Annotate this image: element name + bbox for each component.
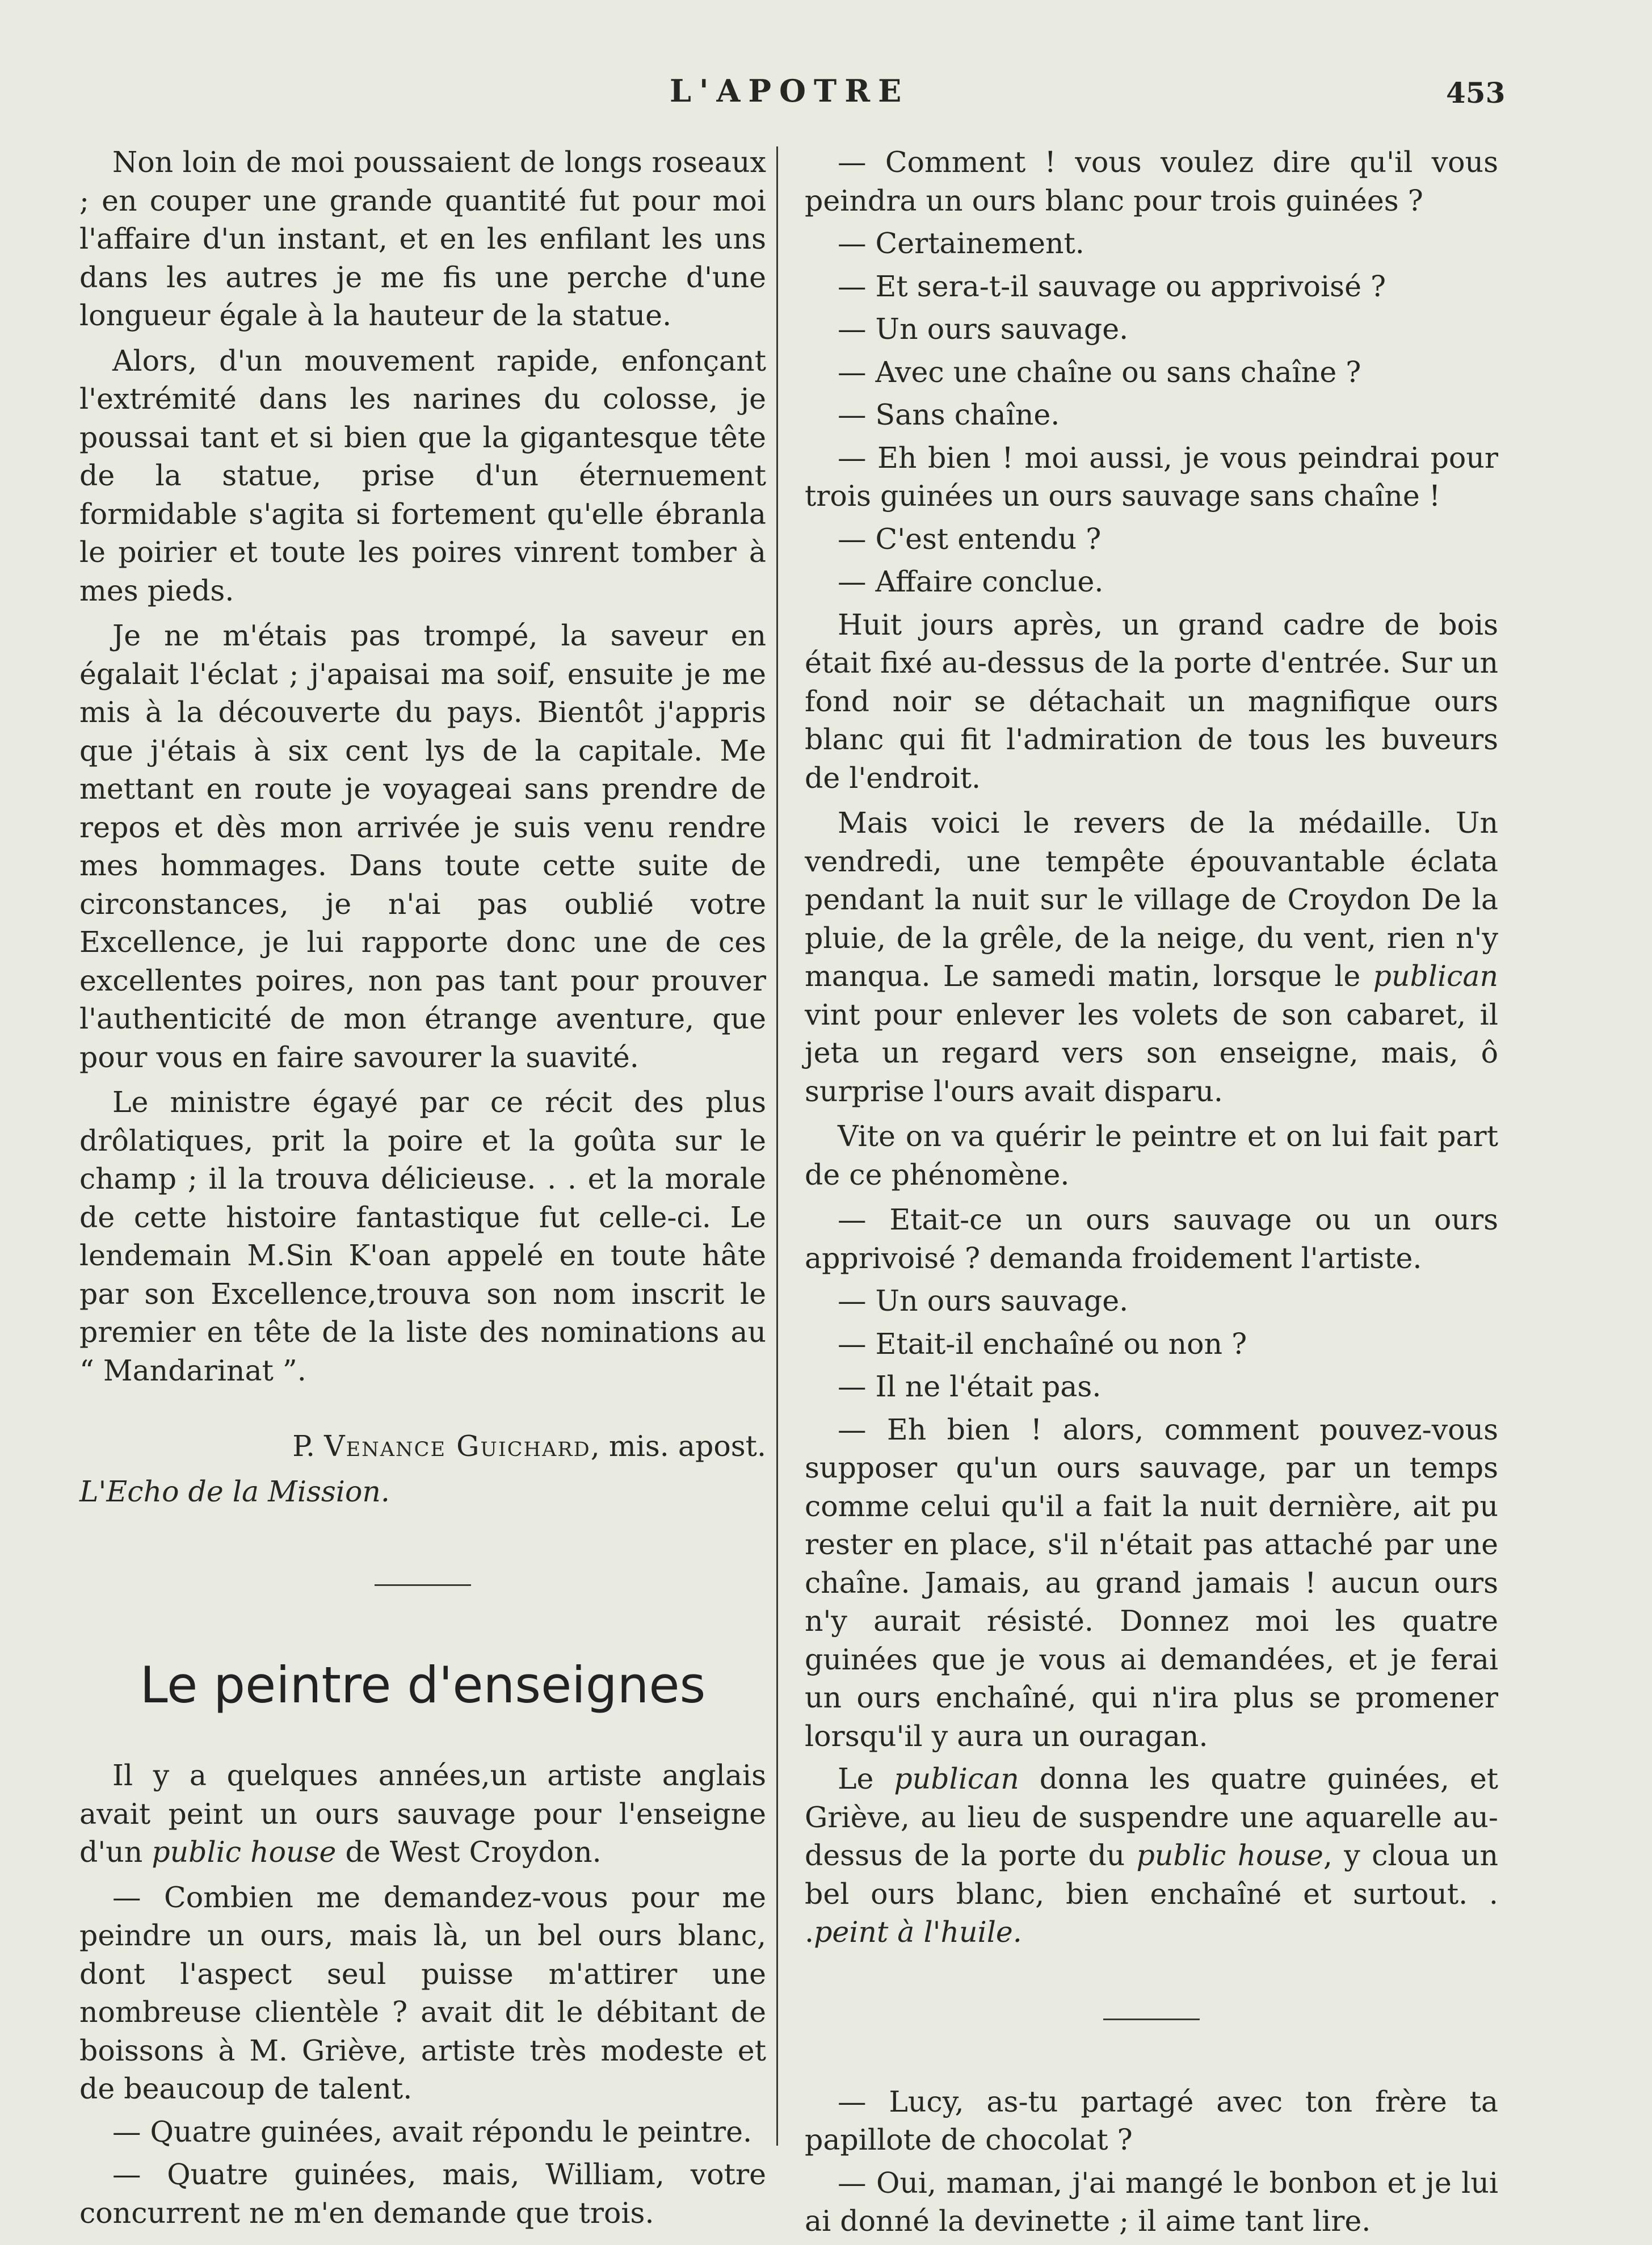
section-title: Le peintre d'enseignes xyxy=(140,1656,706,1714)
text-run: Le xyxy=(838,1762,894,1795)
section-divider xyxy=(375,1584,471,1586)
dialog-line: — Comment ! vous voulez dire qu'il vous peindra un ours blanc pour trois guinées ? xyxy=(805,145,1498,217)
paragraph: Vite on va quérir le peintre et on lui fait part de ce phénomène. xyxy=(805,1119,1498,1191)
text-run: Mais voici le revers de la médaille. Un vendredi, une tempête épouvantable éclata pendant la nuit sur le village de Croydon De la pluie, de la grêle, de la neige, du vent, rien n'y manqua. Le samedi matin, lorsque le xyxy=(805,806,1498,993)
italic-run: peint à l'huile. xyxy=(814,1915,1022,1949)
dialog-line: — Lucy, as-tu partagé avec ton frère ta papillote de chocolat ? xyxy=(805,2084,1498,2156)
page-header xyxy=(0,67,1652,112)
paragraph xyxy=(805,1760,1498,1952)
dialog-line: — Combien me demandez-vous pour me peindre un ours, mais là, un bel ours blanc, dont l'aspect seul puisse m'attirer une nombreuse clientèle ? avait dit le débitant de boissons à M. Griève, artiste très modeste et de beaucoup de talent. xyxy=(79,1880,766,2105)
dialog-line: — Quatre guinées, mais, William, votre concurrent ne m'en demande que trois. xyxy=(79,2158,766,2230)
signature-name: Venance Guichard xyxy=(324,1429,591,1463)
signature-suffix: , mis. apost. xyxy=(590,1429,766,1463)
right-column xyxy=(805,143,1498,2245)
running-title: L'APOTRE xyxy=(670,73,910,109)
dialog-line: — C'est entendu ? xyxy=(838,522,1102,556)
dialog-line: — Etait-ce un ours sauvage ou un ours apprivoisé ? demanda froidement l'artiste. xyxy=(805,1203,1498,1275)
text-run: , y cloua un bel ours blanc, bien enchaîné et surtout. . . xyxy=(805,1839,1498,1949)
text-run: vint pour enlever les volets de son cabaret, il jeta un regard vers son enseigne, mais, ô surprise l'ours avait disparu. xyxy=(805,997,1498,1108)
italic-run: public house xyxy=(152,1835,337,1869)
paragraph: Huit jours après, un grand cadre de bois était fixé au-dessus de la porte d'entrée. Sur un fond noir se détachait un magnifique ours blanc qui fit l'admiration de tous les buveurs de l'endroit. xyxy=(805,607,1498,795)
dialog-line: — Avec une chaîne ou sans chaîne ? xyxy=(838,355,1361,389)
dialog-line: — Un ours sauvage. xyxy=(838,1284,1129,1317)
text-run: donna les quatre guinées, et Griève, au lieu de suspendre une aquarelle au-dessus de la porte du xyxy=(805,1762,1498,1872)
paragraph xyxy=(805,804,1498,1110)
dialog-line: — Oui, maman, j'ai mangé le bonbon et je lui ai donné la devinette ; il aime tant lire. xyxy=(805,2166,1498,2238)
dialog-line: — Etait-il enchaîné ou non ? xyxy=(838,1327,1247,1361)
column-rule xyxy=(776,146,778,2146)
paragraph: Le ministre égayé par ce récit des plus drôlatiques, prit la poire et la goûta sur le champ ; il la trouva délicieuse. . . et la morale de cette histoire fantastique fut celle-ci. Le lendemain M.Sin K'oan appelé en toute hâte par son Excellence,trouva son nom inscrit le premier en tête de la liste des nominations au “ Mandarinat ”. xyxy=(79,1085,766,1387)
paragraph xyxy=(79,1756,766,1871)
dialog-line: — Il ne l'était pas. xyxy=(838,1370,1102,1403)
dialog-line: — Eh bien ! moi aussi, je vous peindrai pour trois guinées un ours sauvage sans chaîne ! xyxy=(805,440,1498,513)
paragraph: Alors, d'un mouvement rapide, enfonçant l'extrémité dans les narines du colosse, je poussai tant et si bien que la gigantesque tête de la statue, prise d'un éternuement formidable s'agita si fortement qu'elle ébranla le poirier et toute les poires vinrent tomber à mes pieds. xyxy=(79,343,766,607)
text-run: Il y a quelques années,un artiste anglais avait peint un ours sauvage pour l'enseigne d'un xyxy=(79,1759,766,1869)
paragraph: Je ne m'étais pas trompé, la saveur en égalait l'éclat ; j'apaisai ma soif, ensuite je me mis à la découverte du pays. Bientôt j'appris que j'étais à six cent lys de la capitale. Me mettant en route je voyageai sans prendre de repos et dès mon arrivée je suis venu rendre mes hommages. Dans toute cette suite de circonstances, je n'ai pas oublié votre Excellence, je lui rapporte donc une de ces excellentes poires, non pas tant pour prouver l'authenticité de mon étrange aventure, que pour vous en faire savourer la suavité. xyxy=(79,619,766,1074)
paragraph: Non loin de moi poussaient de longs roseaux ; en couper une grande quantité fut pour moi l'affaire d'un instant, et en les enfilant les uns dans les autres je me fis une perche d'une longueur égale à la hauteur de la statue. xyxy=(79,145,766,332)
left-column xyxy=(79,143,766,2236)
italic-run: publican xyxy=(894,1762,1019,1795)
author-signature xyxy=(79,1427,766,1466)
dialog-line: — Sans chaîne. xyxy=(838,398,1060,431)
italic-run: publican xyxy=(1373,959,1498,993)
dialog-line: — Affaire conclue. xyxy=(838,565,1104,598)
dialog-line: — Quatre guinées, avait répondu le peintre. xyxy=(112,2114,753,2149)
dialog-line: — Certainement. xyxy=(838,226,1084,260)
dialog-line: — Et sera-t-il sauvage ou apprivoisé ? xyxy=(838,269,1386,303)
page-number: 453 xyxy=(1446,76,1506,110)
italic-run: public house xyxy=(1136,1839,1323,1872)
spacer xyxy=(805,2020,1498,2083)
text-run: de West Croydon. xyxy=(336,1835,602,1869)
source-citation: L'Echo de la Mission. xyxy=(79,1474,390,1508)
dialog-line: — Eh bien ! alors, comment pouvez-vous supposer qu'un ours sauvage, par un temps comme celui qu'il a fait la nuit dernière, ait pu rester en place, s'il n'était pas attaché par une chaîne. Jamais, au grand jamais ! aucun ours n'y aurait résisté. Donnez moi les quatre guinées que je vous ai demandées, et je ferai un ours enchaîné, qui n'ira plus se promener lorsqu'il y aura un ouragan. xyxy=(805,1412,1498,1753)
dialog-line: — Un ours sauvage. xyxy=(838,312,1129,346)
signature-initial: P. xyxy=(292,1429,316,1463)
